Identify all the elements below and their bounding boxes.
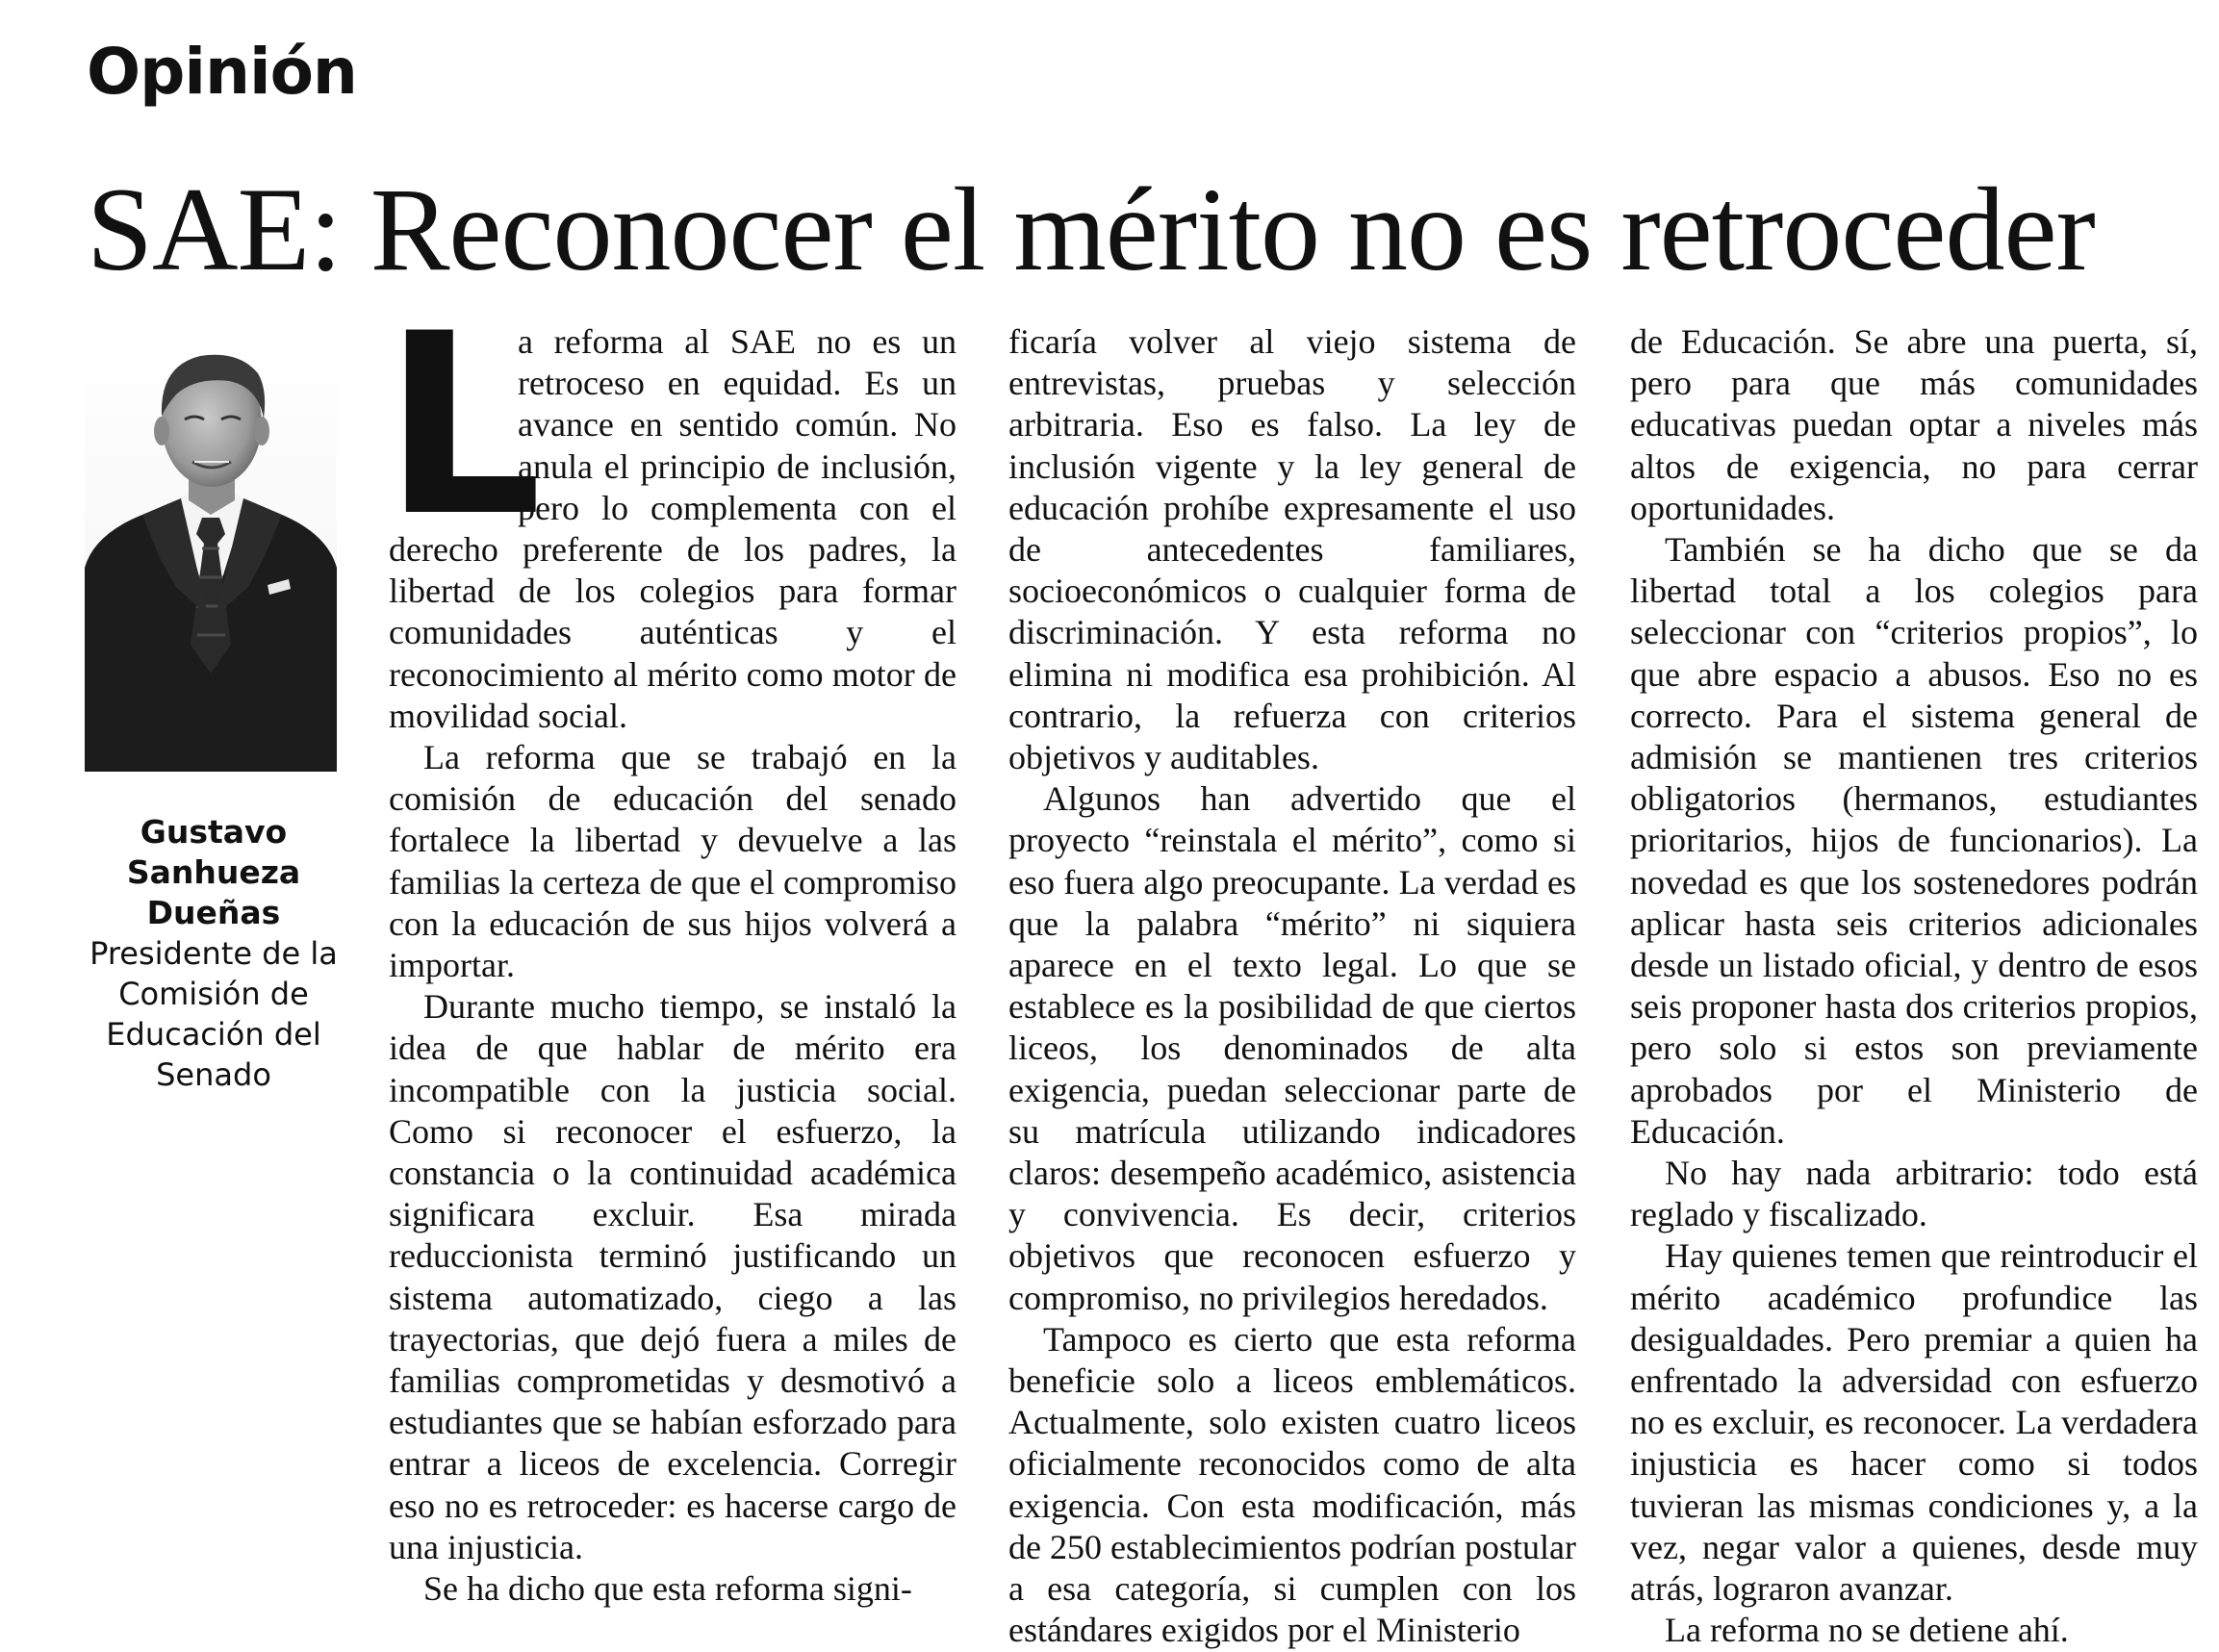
paragraph: Se ha dicho que esta reforma signi-: [423, 1569, 912, 1609]
paragraph: No hay nada arbitrario: todo está reglado y fiscalizado.: [1630, 1154, 2198, 1234]
drop-cap-letter: [383, 281, 543, 572]
paragraph: Tampoco es cierto que esta reforma beneficie solo a liceos emblemáticos. Actualmente, solo existen cuatro liceos oficialmente reconocidos como de alta exigencia. Con esta modificación, más de 250 establecimientos podrían postular a esa categoría, si cumplen con los estándares exigidos por el Ministerio: [1008, 1319, 1576, 1650]
author-role: Presidente de la Comisión de Educación del Senado: [89, 935, 338, 1093]
paragraph: Hay quienes temen que reintroducir el mérito académico profundice las desigualdades. Pero premiar a quien ha enfrentado la adversidad con esfuerzo no es excluir, es reconocer. La verdadera injusticia es hacer como si todos tuvieran las mismas condiciones y, a la vez, negar valor a quienes, desde muy atrás, lograron avanzar.: [1630, 1236, 2198, 1609]
paragraph: También se ha dicho que se da libertad total a los colegios para seleccionar con “criterios propios”, lo que abre espacio a abusos. Eso no es correcto. Para el sistema general de admisión se mantienen tres criterios obligatorios (hermanos, estudiantes prioritarios, hijos de funcionarios). La novedad es que los sostenedores podrán aplicar hasta seis criterios adicionales desde un listado oficial, y dentro de esos seis proponer hasta dos criterios propios, pero solo si estos son previamente aprobados por el Ministerio de Educación.: [1630, 530, 2198, 1151]
paragraph: Algunos han advertido que el proyecto “reinstala el mérito”, como si eso fuera algo preocupante. La verdad es que la palabra “mérito” ni siquiera aparece en el texto legal. Lo que se establece es la posibilidad de que ciertos liceos, los denominados de alta exigencia, puedan seleccionar parte de su matrícula utilizando indicadores claros: desempeño académico, asistencia y convivencia. Es decir, criterios objetivos que reconocen esfuerzo y compromiso, no privilegios heredados.: [1008, 779, 1576, 1317]
article-column-1: [383, 281, 956, 1611]
svg-text:L: L: [383, 281, 543, 572]
section-label: Opinión: [87, 35, 357, 109]
paragraph: a reforma al SAE no es un retroceso en equidad. Es un avance en sentido común. No anula el principio de inclusión, pero lo complementa con el derecho preferente de los padres, la libertad de los colegios para formar comunidades auténticas y el reconocimiento al mérito como motor de movilidad social.: [389, 322, 956, 735]
author-name: Gustavo Sanhueza Dueñas: [126, 813, 301, 931]
paragraph: Durante mucho tiempo, se instaló la idea de que hablar de mérito era incompatible con la justicia social. Como si reconocer el esfuerzo, la constancia o la continuidad académica significara excluir. Esa mirada reduccionista terminó justificando un sistema automatizado, ciego a las trayectorias, que dejó fuera a miles de familias comprometidas y desmotivó a estudiantes que se habían esforzado para entrar a liceos de excelencia. Corregir eso no es retroceder: es hacerse cargo de una injusticia.: [389, 987, 956, 1566]
article-column-2: [1008, 321, 1576, 1650]
paragraph: ficaría volver al viejo sistema de entrevistas, pruebas y selección arbitraria. Eso es falso. La ley de inclusión vigente y la ley general de educación prohíbe expresamente el uso de antecedentes familiares, socioeconómicos o cualquier forma de discriminación. Y esta reforma no elimina ni modifica esa prohibición. Al contrario, la refuerza con criterios objetivos y auditables.: [1008, 322, 1576, 777]
article-headline: SAE: Reconocer el mérito no es retroceder: [87, 164, 2095, 295]
author-block: [85, 327, 343, 1095]
paragraph: de Educación. Se abre una puerta, sí, pero para que más comunidades educativas puedan optar a niveles más altos de exigencia, no para cerrar oportunidades.: [1630, 322, 2198, 527]
paragraph: La reforma no se detiene ahí.: [1665, 1611, 2069, 1650]
author-photo: [85, 327, 337, 772]
article-column-3: [1630, 321, 2198, 1650]
paragraph: La reforma que se trabajó en la comisión de educación del senado fortalece la libertad y devuelve a las familias la certeza de que el compromiso con la educación de sus hijos volverá a importar.: [389, 738, 956, 985]
